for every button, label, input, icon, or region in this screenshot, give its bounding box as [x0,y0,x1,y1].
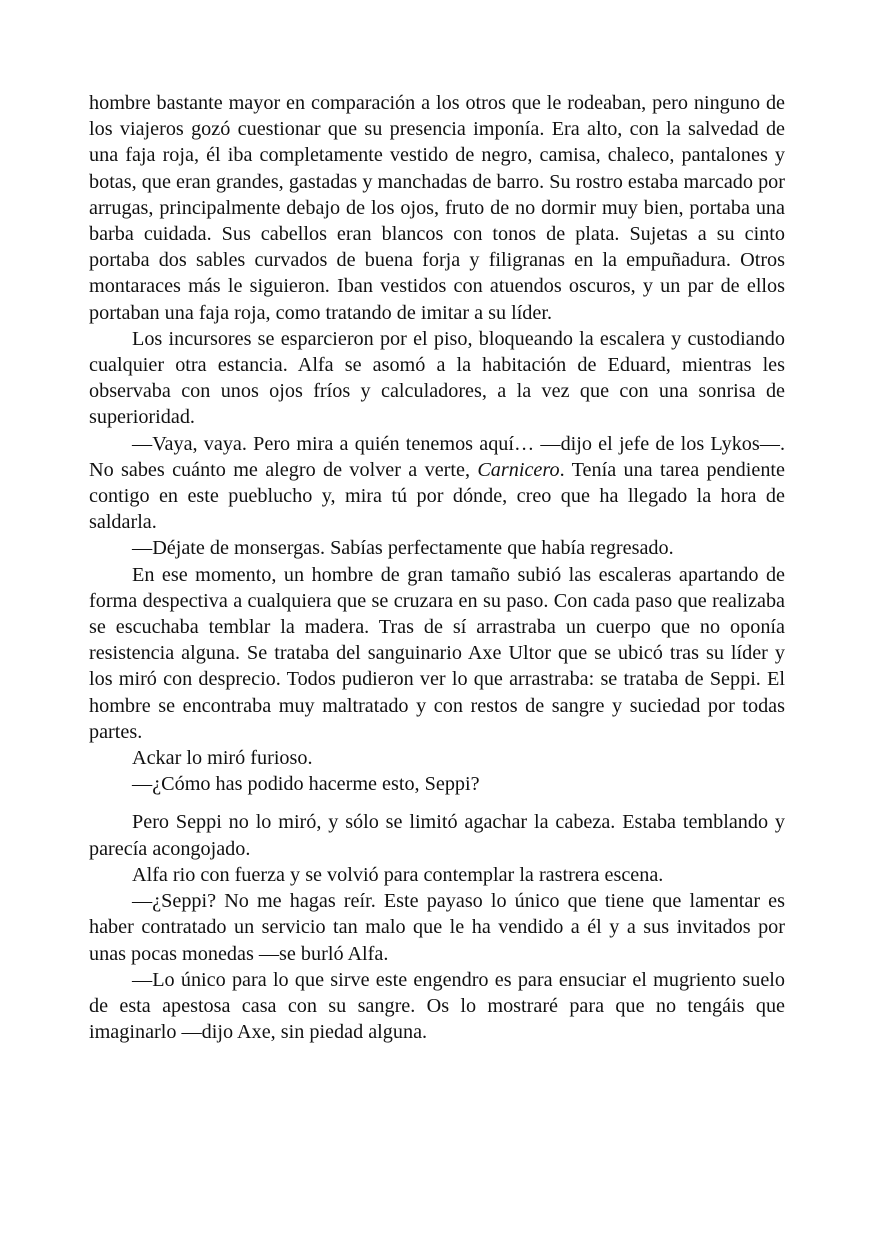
paragraph [89,431,785,536]
paragraph: En ese momento, un hombre de gran tamaño subió las escaleras apartando de forma despectiva a cualquiera que se cruzara en su paso. Con cada paso que realizaba se escuchaba temblar la madera. Tras de sí arrastraba un cuerpo que no oponía resistencia alguna. Se trataba del sanguinario Axe Ultor que se ubicó tras su líder y los miró con desprecio. Todos pudieron ver lo que arrastraba: se trataba de Seppi. El hombre se encontraba muy maltratado y con restos de sangre y suciedad por todas partes. [89,563,785,743]
paragraph: Los incursores se esparcieron por el piso, bloqueando la escalera y custodiando cualquier otra estancia. Alfa se asomó a la habitación de Eduard, mientras les observaba con unos ojos fríos y calculadores, a la vez que con una sonrisa de superioridad. [89,327,785,429]
paragraph: —Lo único para lo que sirve este engendro es para ensuciar el mugriento suelo de esta apestosa casa con su sangre. Os lo mostraré para que no tengáis que imaginarlo —dijo Axe, sin piedad alguna. [89,968,785,1044]
paragraph: Ackar lo miró furioso. [132,747,313,770]
paragraph: —¿Seppi? No me hagas reír. Este payaso lo único que tiene que lamentar es haber contratado un servicio tan malo que le ha vendido a él y a sus invitados por unas pocas monedas —se burló Alfa. [89,890,785,965]
paragraph: hombre bastante mayor en comparación a los otros que le rodeaban, pero ninguno de los viajeros gozó cuestionar que su presencia imponía. Era alto, con la salvedad de una faja roja, él iba completamente vestido de negro, camisa, chaleco, pantalones y botas, que eran grandes, gastadas y manchadas de barro. Su rostro estaba marcado por arrugas, principalmente debajo de los ojos, fruto de no dormir muy bien, portaba una barba cuidada. Sus cabellos eran blancos con tonos de plata. Sujetas a su cinto portaba dos sables curvados de buena forja y filigranas en la empuñadura. Otros montaraces más le siguieron. Iban vestidos con atuendos oscuros, y un par de ellos portaban una faja roja, como tratando de imitar a su líder. [89,92,785,324]
paragraph: —¿Cómo has podido hacerme esto, Seppi? [132,773,480,796]
paragraph: —Déjate de monsergas. Sabías perfectamente que había regresado. [132,537,674,560]
paragraph-text: . Tenía una tarea pendiente contigo en este pueblucho y, mira tú por dónde, creo que ha llegado la hora de saldarla. [89,458,786,534]
paragraph: Pero Seppi no lo miró, y sólo se limitó agachar la cabeza. Estaba temblando y parecía acongojado. [89,811,785,860]
paragraph-text: —Vaya, vaya. Pero mira a quién tenemos aquí… —dijo el jefe de los Lykos—. No sabes cuánto me alegro de volver a verte, [89,432,785,481]
italic-name: Carnicero [477,458,560,481]
paragraph: Alfa rio con fuerza y se volvió para contemplar la rastrera escena. [132,863,664,886]
body-text [89,90,785,1045]
